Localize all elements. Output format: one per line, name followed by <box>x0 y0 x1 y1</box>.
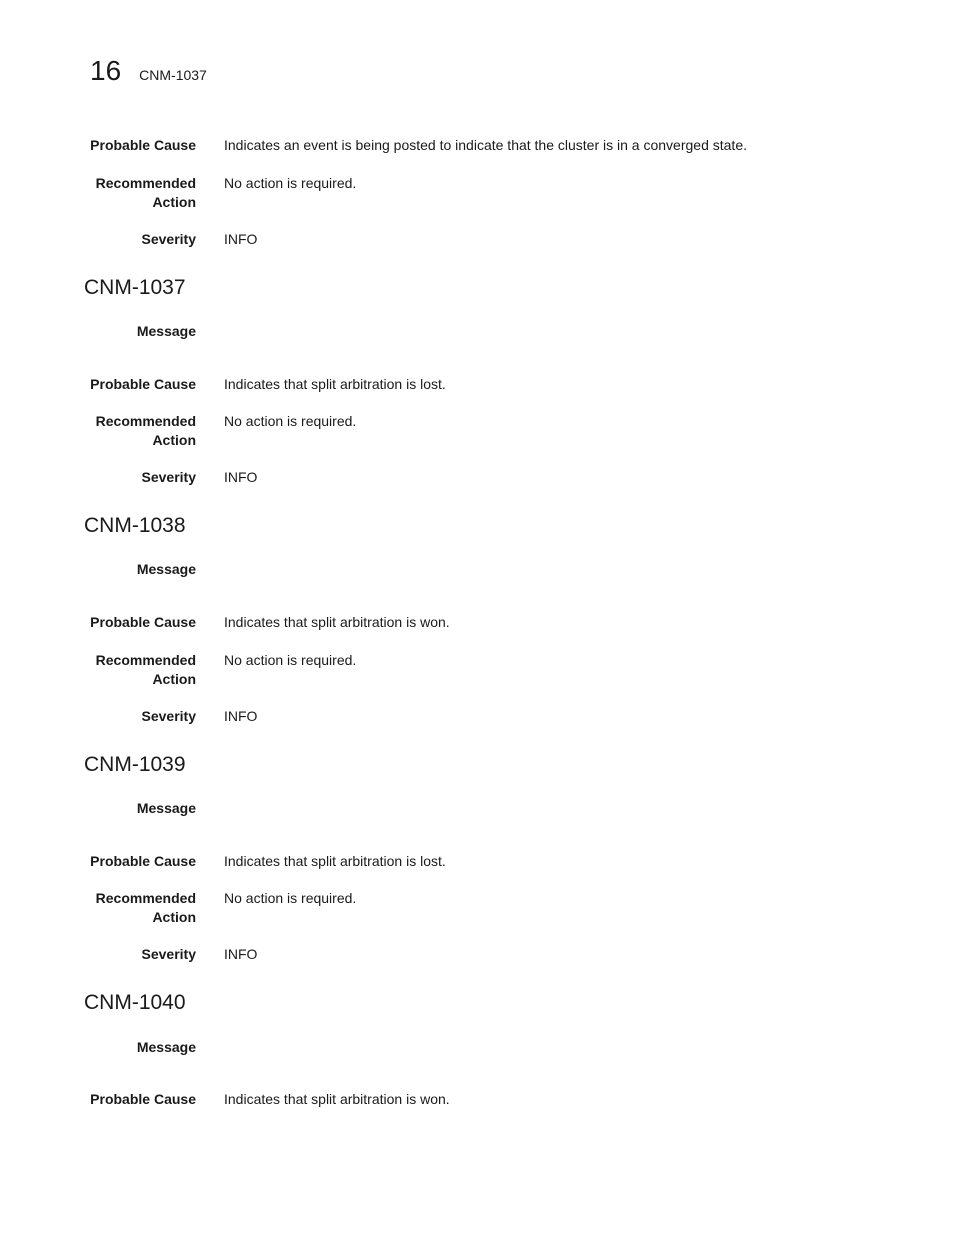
message-label: Message <box>136 561 196 577</box>
message-row <box>0 1038 954 1057</box>
probable-cause-row <box>0 1090 954 1109</box>
recommended-action-label <box>0 889 196 927</box>
recommended-action-value: No action is required. <box>224 652 357 668</box>
section-heading: CNM-1037 <box>84 276 186 299</box>
recommended-action-row <box>0 889 954 927</box>
severity-label: Severity <box>141 469 196 485</box>
intro-severity-row <box>0 230 954 249</box>
message-label: Message <box>136 323 196 339</box>
probable-cause-row <box>0 613 954 632</box>
severity-row <box>0 468 954 487</box>
recommended-action-row <box>0 651 954 689</box>
severity-label: Severity <box>141 946 196 962</box>
recommended-action-label-line2: Action <box>152 909 196 925</box>
severity-value: INFO <box>224 946 258 962</box>
message-row <box>0 560 954 579</box>
recommended-action-label-line1: Recommended <box>95 652 196 668</box>
message-label: Message <box>136 800 196 816</box>
probable-cause-label: Probable Cause <box>90 137 196 153</box>
message-row <box>0 322 954 341</box>
probable-cause-value: Indicates that split arbitration is lost. <box>224 853 446 869</box>
severity-value: INFO <box>224 231 258 247</box>
probable-cause-label: Probable Cause <box>90 1091 196 1107</box>
severity-value: INFO <box>224 708 258 724</box>
recommended-action-label <box>0 651 196 689</box>
recommended-action-label-line2: Action <box>152 671 196 687</box>
probable-cause-value: Indicates that split arbitration is lost. <box>224 376 446 392</box>
intro-probable-cause-row <box>0 136 954 155</box>
section-heading: CNM-1040 <box>84 991 186 1014</box>
recommended-action-label-line2: Action <box>152 194 196 210</box>
severity-row <box>0 707 954 726</box>
recommended-action-row <box>0 412 954 450</box>
recommended-action-label-line2: Action <box>152 432 196 448</box>
severity-label: Severity <box>141 231 196 247</box>
probable-cause-value: Indicates that split arbitration is won. <box>224 1091 450 1107</box>
probable-cause-label: Probable Cause <box>90 853 196 869</box>
recommended-action-label-line1: Recommended <box>95 175 196 191</box>
chapter-number: 16 <box>90 55 122 86</box>
probable-cause-label: Probable Cause <box>90 376 196 392</box>
recommended-action-label <box>0 412 196 450</box>
probable-cause-row <box>0 852 954 871</box>
recommended-action-label-line1: Recommended <box>95 413 196 429</box>
recommended-action-label-line1: Recommended <box>95 890 196 906</box>
recommended-action-value: No action is required. <box>224 175 357 191</box>
severity-row <box>0 945 954 964</box>
probable-cause-row <box>0 375 954 394</box>
probable-cause-value: Indicates that split arbitration is won. <box>224 614 450 630</box>
recommended-action-value: No action is required. <box>224 413 357 429</box>
severity-label: Severity <box>141 708 196 724</box>
recommended-action-label <box>0 174 196 212</box>
probable-cause-label: Probable Cause <box>90 614 196 630</box>
probable-cause-value: Indicates an event is being posted to indicate that the cluster is in a converged state. <box>224 137 747 153</box>
page-header <box>90 54 207 88</box>
severity-value: INFO <box>224 469 258 485</box>
section-heading: CNM-1038 <box>84 514 186 537</box>
message-row <box>0 799 954 818</box>
message-label: Message <box>136 1039 196 1055</box>
running-title: CNM-1037 <box>139 67 207 83</box>
intro-recommended-action-row <box>0 174 954 212</box>
recommended-action-value: No action is required. <box>224 890 357 906</box>
section-heading: CNM-1039 <box>84 753 186 776</box>
